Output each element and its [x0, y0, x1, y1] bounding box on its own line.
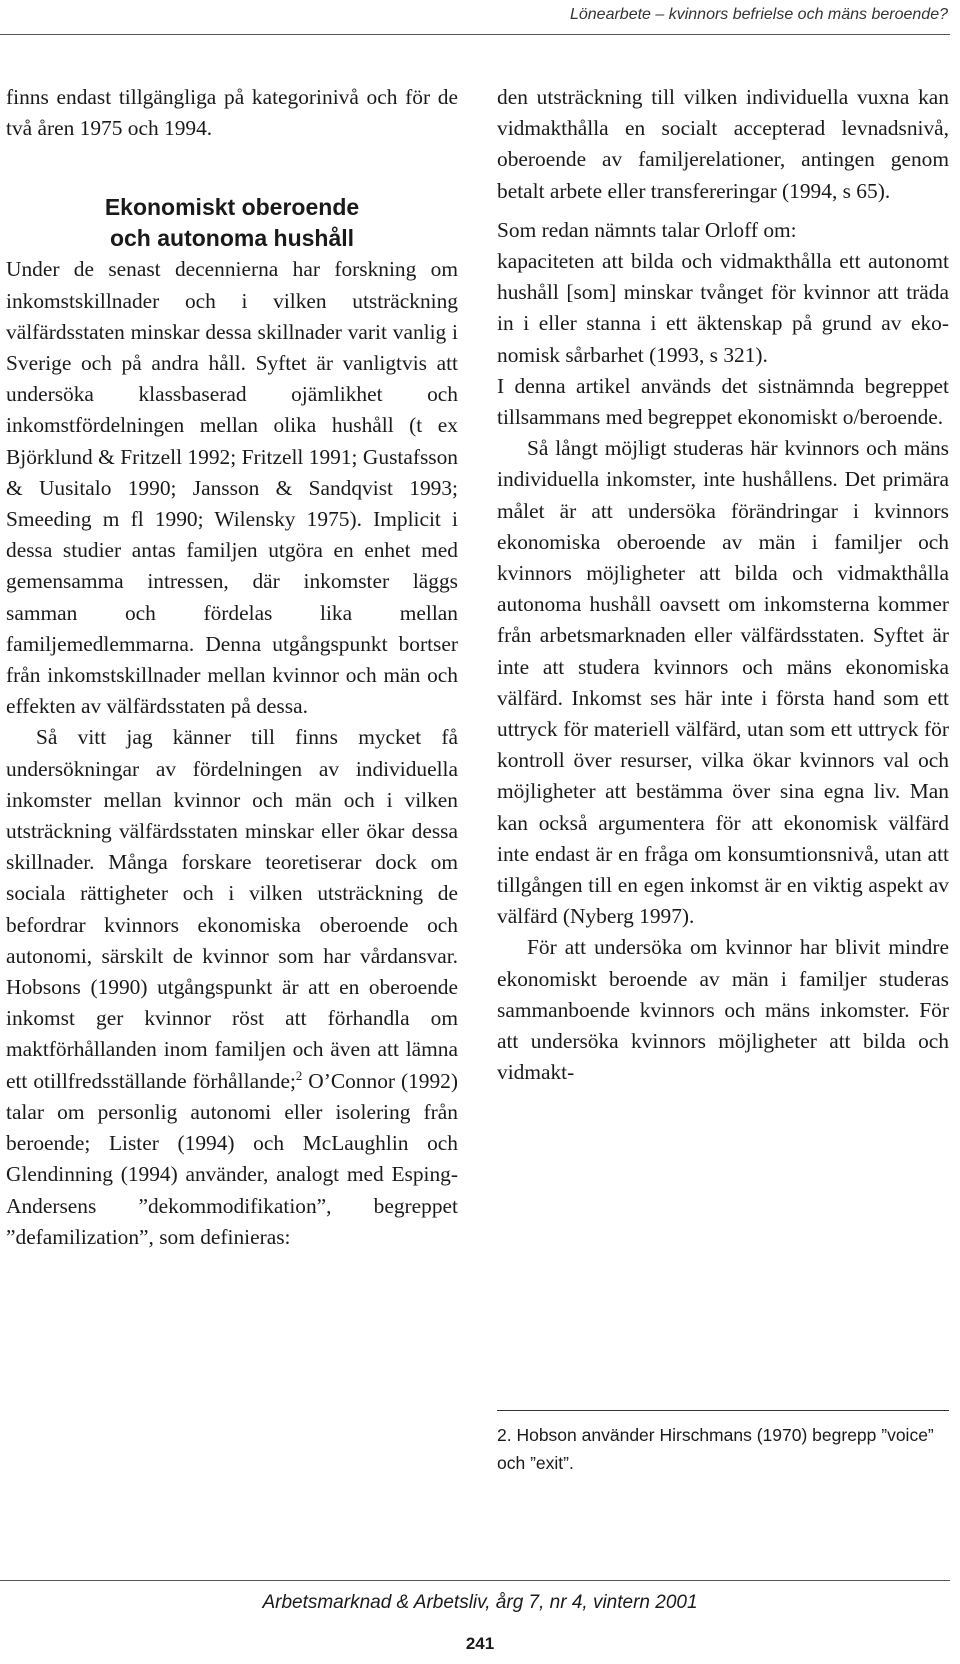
paragraph-continued: finns endast tillgängliga på kategorinivå och för de två åren 1975 och 1994. [6, 85, 458, 141]
paragraph-text: Så vitt jag känner till finns mycket få undersökningar av fördelningen av individuella inkomster mellan kvinnor och män och i vilken utsträckning välfärdsstaten minskar eller ökar dessa skillnader. Många forskare teoretiserar dock om sociala rättigheter och i vilken utsträckning de befordrar kvinnors ekonomiska oberoende och autonomi, särskilt de kvinnor som har vårdansvar. Hobsons (1990) utgångspunkt är att en oberoende inkomst ger kvinnor röst att förhandla om maktförhållanden inom familjen och även att lämna ett otillfredsställande förhållande; [6, 725, 458, 1093]
paragraph: För att undersöka om kvinnor har blivit mindre ekonomiskt beroende av män i familjer studeras sammanboende kvinnors och mäns inkomster. För att undersöka kvinnors möjligheter att bilda och vidmakt- [497, 935, 949, 1085]
paragraph: Under de senast decennierna har forskning om inkomstskillnader och i vilken utsträckning välfärdsstaten minskar dessa skillnader varit vanlig i Sverige och på andra håll. Syftet är vanligtvis att undersöka klassbaserad ojämlikhet och inkomstfördelningen mellan olika hushåll (t ex Björklund & Fritzell 1992; Fritzell 1991; Gustafsson & Uusitalo 1990; Jansson & Sandqvist 1993; Smeeding m fl 1990; Wilensky 1975). Implicit i dessa studier antas familjen utgöra en enhet med gemensamma intressen, där inkomster läggs samman och fördelas lika mellan familjemedlemmarna. Denna utgångspunkt bortser från inkomstskillnader mellan kvinnor och män och effekten av välfärdsstaten på dessa. [6, 257, 458, 719]
quote-continued: den utsträckning till vilken individuella vuxna kan vidmakthålla en socialt accepterad levnadsnivå, oberoende av familjerelationer, antingen genom betalt arbete eller transfereringar (1994, s 65). [497, 85, 949, 203]
section-heading-line-2: och autonoma hushåll [109, 225, 355, 252]
footnote-rule [497, 1410, 949, 1411]
footnote: 2. Hobson använder Hirschmans (1970) begrepp ”voice” och ”exit”. [497, 1425, 934, 1473]
left-column [6, 82, 458, 1253]
paragraph-text: O’Connor (1992) talar om personlig autonomi eller isolering från beroende; Lister (1994) och McLaughlin och Glendinning (1994) använder, analogt med Esping-Andersens ”dekommodifikation”, begreppet ”defamilization”, som definieras: [6, 1068, 458, 1249]
section-heading [6, 192, 458, 254]
header-rule [0, 34, 950, 35]
footnote-marker: 2 [295, 1068, 303, 1083]
journal-reference: Arbetsmarknad & Arbetsliv, årg 7, nr 4, vintern 2001 [262, 1592, 698, 1613]
paragraph: Som redan nämnts talar Orloff om: [497, 217, 797, 242]
section-heading-line-1: Ekonomiskt oberoende [104, 194, 360, 221]
right-column [497, 82, 949, 1089]
block-quote: kapaciteten att bilda och vidmakthålla ett autonomt hushåll [som] minskar tvånget för kvinnor att träda in i eller stanna i ett äktenskap på grund av ekonomisk sårbarhet (1993, s 321). [497, 249, 949, 367]
footer-rule [0, 1580, 950, 1581]
paragraph: Så långt möjligt studeras här kvinnors och mäns individuella inkomster, inte hushållens. Det primära målet är att undersöka förändringar i kvinnors ekonomiska oberoende av män i familjer och kvinnors möjligheter att bilda och vidmakthålla autonoma hushåll oavsett om inkomsterna kommer från arbetsmarknaden eller välfärdsstaten. Syftet är inte att studera kvinnors och mäns ekonomiska välfärd. Inkomst ses här inte i första hand som ett uttryck för materiell välfärd, utan som ett uttryck för kontroll över resurser, vilka ökar kvinnors val och möjligheter att bestämma över sina egna liv. Man kan också argumentera för att ekonomisk välfärd inte endast är en fråga om konsumtionsnivå, utan att tillgången till en egen inkomst är en viktig aspekt av välfärd (Nyberg 1997). [497, 436, 949, 929]
paragraph [6, 722, 458, 1252]
paragraph: I denna artikel används det sistnämnda begreppet tillsammans med begreppet ekonomiskt o/beroende. [497, 373, 949, 430]
page-number: 241 [465, 1634, 495, 1653]
running-head: Lönearbete – kvinnors befrielse och mäns beroende? [569, 6, 948, 23]
